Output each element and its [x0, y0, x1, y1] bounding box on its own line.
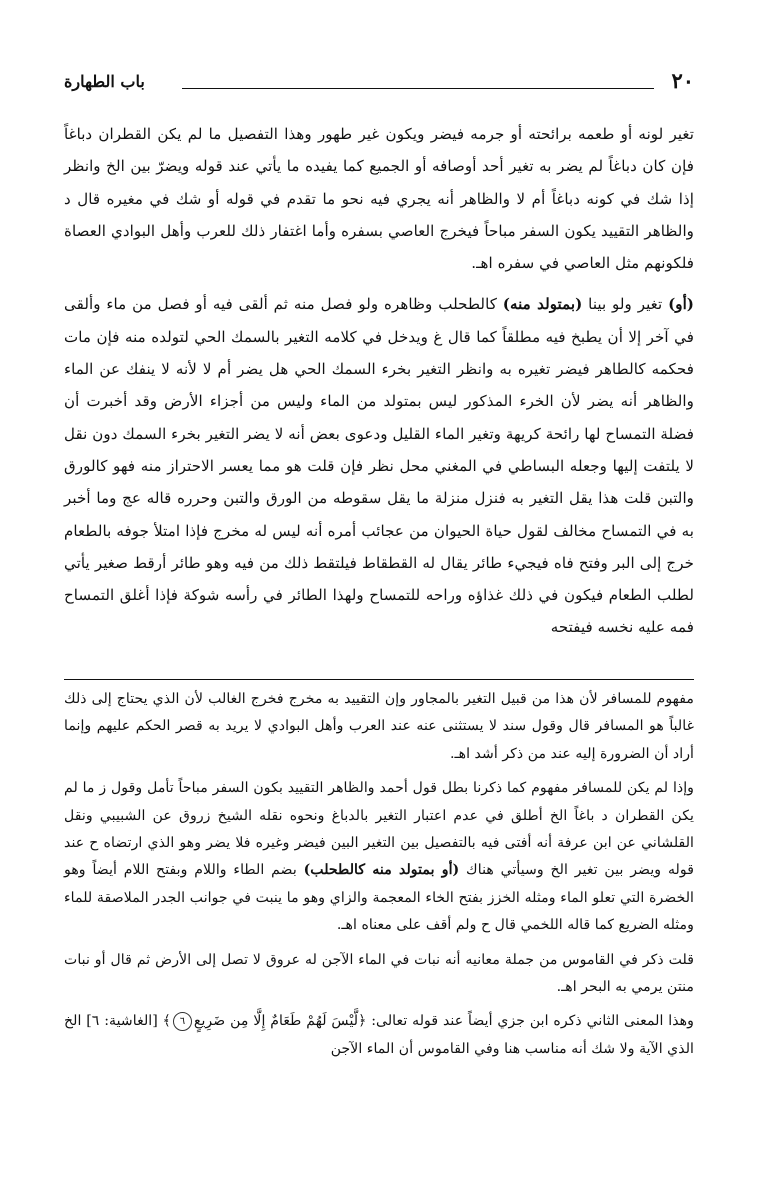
- main-paragraph-2-body: كالطحلب وظاهره ولو فصل منه ثم ألقى فيه أو فصل من ماء وألقى في آخر إلا أن يطبخ فيه مطلقاً كما قال غ ويدخل في كلامه التغير بالسمك الحي لتولده منه فإن مات فحكمه كالطاهر فيضر تغيره به وانظر التغير بخرء السمك الحي هل يضر أم لا لأنه لا ينفك عن الماء والظاهر أنه يضر لأن الخرء المذكور ليس بمتولد من الماء وليس من أجزاء الأرض وقد أخبرت أن فضلة التمساح لها رائحة كريهة وتغير الماء القليل ودعوى بعض أنه لا يضر التغير بخرء السمك دون نقل لا يلتفت إليها وجعله البساطي في المغني محل نظر فإن قلت هو مما يعسر الاحتراز منه فهو كالورق والتبن قلت هذا يقل التغير به فنزل منزلة ما يقل سقوطه من الورق والتبن وحرره قاله عج وما أخبر به في التمساح مخالف لقول حياة الحيوان من عجائب أمره أنه ليس له مخرج فإذا امتلأ جوفه بالطعام خرج إلى البر وفتح فاه فيجيء طائر يقال له القطقاط فيلتقط ذلك من فيه وهو طائر أرقط صغير يأتي لطلب الطعام فيكون في ذلك غذاؤه وراحه للتمساح ولهذا الطائر في رأسه شوكة فإذا أغلق التمساح فمه عليه نخسه فيفتحه: [64, 295, 694, 637]
- main-paragraph-2: [64, 288, 694, 643]
- main-text: [64, 118, 694, 644]
- note-paragraph-4-body: ﴾ [الغاشية: ٦] الخ الذي الآية ولا شك أنه مناسب هنا وفي القاموس أن الماء الآجن: [64, 1013, 694, 1057]
- header-rule: [182, 88, 654, 89]
- matn-term-or: (أو): [668, 295, 694, 314]
- note-paragraph-4: [64, 1008, 694, 1063]
- matn-term-mutawallid: (بمتولد منه): [502, 295, 583, 314]
- ayah-number-ornament: ٦: [173, 1012, 192, 1031]
- chapter-title: باب الطهارة: [64, 72, 145, 91]
- page-number: ٢٠: [671, 68, 694, 93]
- page-header: [64, 68, 694, 98]
- note-paragraph-1: مفهوم للمسافر لأن هذا من قبيل التغير بالمجاور وإن التقييد به مخرج فخرج الغالب لأن الذي يحتاج إلى ذلك غالباً هو المسافر قال وقول سند لا يستثنى عنه عند العرب وأهل البوادي لا يريد به قصر الحكم عليهم وإنما أراد أن الضرورة إليه عند من ذكر أشد اهـ.: [64, 691, 694, 762]
- note-paragraph-3: قلت ذكر في القاموس من جملة معانيه أنه نبات في الماء الآجن له عروق لا تصل إلى الأرض ثم قال أو نبات منتن يرمي به البحر اهـ.: [64, 951, 694, 996]
- note-matn-quote: (أو بمتولد منه كالطحلب): [303, 862, 460, 879]
- footnote-text: [64, 686, 694, 1063]
- note-paragraph-4-lead: وهذا المعنى الثاني ذكره ابن جزي أيضاً عند قوله تعالى:: [366, 1013, 694, 1030]
- footnote-separator: [64, 679, 694, 680]
- note-paragraph-2-body: بضم الطاء واللام وبفتح اللام أيضاً وهو الخضرة التي تعلو الماء ومثله الخزز بفتح الخاء المعجمة والزاي وهو ما ينبت في جوانب الجدر الملاصقة للماء ومثله الضريع كما قاله اللخمي قال ح ولم أقف على معناه اهـ.: [64, 862, 694, 934]
- note-paragraph-2-lead: وإذا لم يكن للمسافر مفهوم كما ذكرنا بطل قول أحمد والظاهر التقييد بكون السفر مباحاً تأمل وقول ز ما لم يكن القطران د باغاً الخ أطلق في عدم اعتبار التغير بالدباغ ونحوه نقله الشيخ زروق عن الشبيبي ونقل القلشاني عن ابن عرفة أنه أفتى فيه بالتفصيل بين التغير البين فيضر وغيره فلا يضر وهو الذي ارتضاه ح عند قوله ويضر بين تغير الخ وسيأتي هناك: [64, 780, 694, 879]
- quran-verse: ﴿لَّيْسَ لَهُمْ طَعَامٌ إِلَّا مِن ضَرِيعٍ: [193, 1013, 367, 1030]
- note-paragraph-2: [64, 775, 694, 939]
- main-paragraph-2-lead: تغير ولو بينا: [582, 295, 669, 314]
- main-paragraph-1: تغير لونه أو طعمه برائحته أو جرمه فيضر ويكون غير طهور وهذا التفصيل ما لم يكن القطران دباغاً فإن كان دباغاً لم يضر به تغير أحد أوصافه أو الجميع كما يفيده ما يأتي عند قوله ويضرّ بين الخ وانظر إذا شك في كونه دباغاً أم لا والظاهر أنه يجري فيه نحو ما تقدم في قوله أو شك في مغيره قال د والظاهر التقييد يكون السفر مباحاً فيخرج العاصي بسفره وأما اغتفار ذلك للعرب وأهل البوادي العصاة فلكونهم مثل العاصي في سفره اهـ.: [64, 125, 694, 273]
